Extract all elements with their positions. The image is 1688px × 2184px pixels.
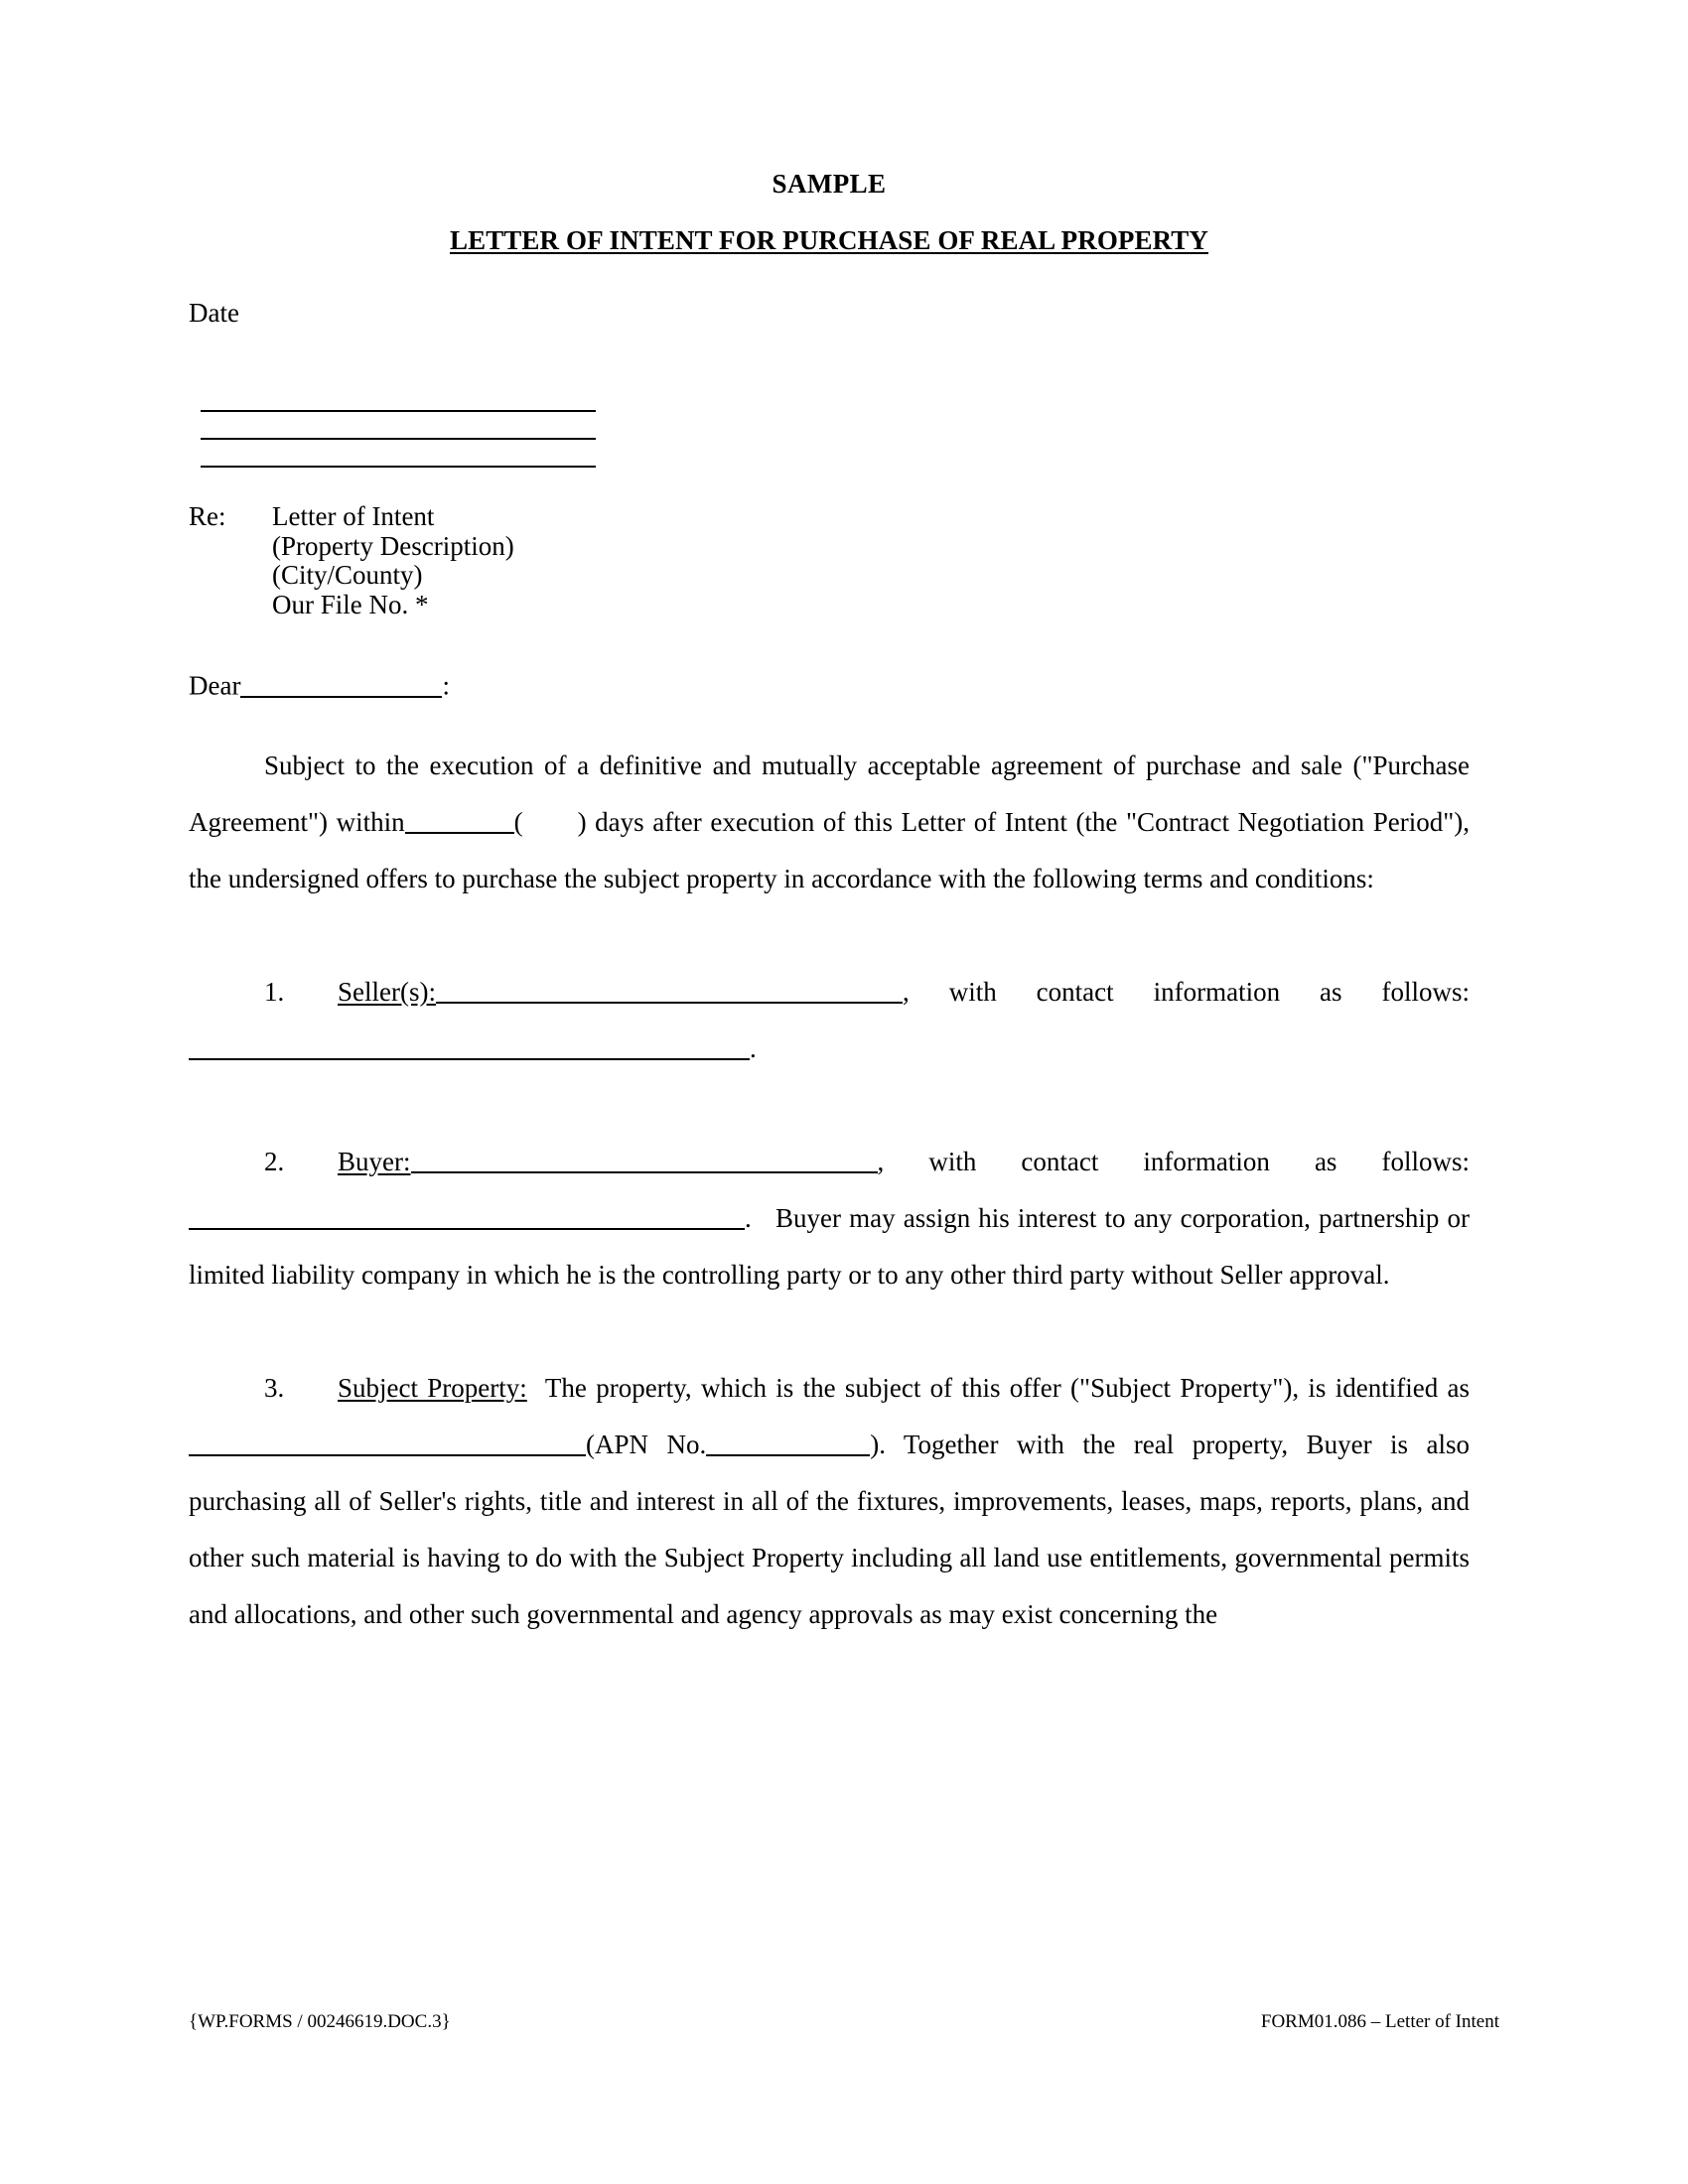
item-2-continuation: Buyer may assign his interest to any corporation, partnership or limited liability company in which he is the controlling party or to any other third party without Seller approval. <box>189 1202 1471 1290</box>
item-2-trailing: . <box>745 1202 752 1233</box>
item-2-buyer-name-blank[interactable] <box>411 1144 878 1173</box>
negotiation-days-blank[interactable] <box>405 804 514 834</box>
date-label: Date <box>189 298 239 328</box>
page-footer <box>189 2011 1499 2033</box>
item-2-after-blank: , with contact information as follows: <box>877 1146 1470 1176</box>
item-1-number: 1. <box>264 976 285 1007</box>
spacer-before-item-1 <box>189 907 1470 964</box>
address-block <box>201 410 1470 468</box>
address-line-3[interactable] <box>201 466 596 468</box>
sample-label: SAMPLE <box>772 169 887 199</box>
item-1-trailing: . <box>750 1032 757 1063</box>
item-1-seller-name-blank[interactable] <box>436 974 903 1004</box>
item-2-number: 2. <box>264 1146 285 1176</box>
salutation-greeting: Dear <box>189 670 241 701</box>
salutation-line <box>189 668 1470 700</box>
intro-paragraph <box>189 738 1470 907</box>
re-row <box>189 503 1470 620</box>
address-line-1[interactable] <box>201 410 596 412</box>
re-line-subject: Letter of Intent <box>272 501 435 531</box>
item-3-lead: The property, which is the subject of this offer ("Subject Property"), is identified as <box>544 1372 1470 1403</box>
re-line-property-description: (Property Description) <box>272 530 514 561</box>
intro-part-2: ( <box>513 806 523 837</box>
spacer-before-item-2 <box>189 1077 1470 1134</box>
intro-part-1: Subject to the execution of a definitive and mutually acceptable agreement of purchase and sale ("Purchase Agreement") within <box>189 750 1470 837</box>
item-3-apn-close: ). <box>870 1429 886 1459</box>
spacer-before-item-3 <box>189 1303 1470 1360</box>
document-content <box>189 0 1470 1643</box>
item-3-heading: Subject Property: <box>338 1372 527 1403</box>
re-line-file-no: Our File No. * <box>272 589 429 619</box>
page-title <box>189 227 1470 254</box>
item-3-apn-label: (APN No. <box>586 1429 707 1459</box>
salutation-name-blank[interactable] <box>240 668 442 698</box>
item-2-buyer <box>189 1134 1470 1303</box>
item-2-contact-blank[interactable] <box>189 1200 745 1230</box>
re-values <box>272 503 514 620</box>
item-1-contact-blank[interactable] <box>189 1030 750 1060</box>
item-1-heading: Seller(s): <box>338 976 436 1007</box>
footer-form-reference: FORM01.086 – Letter of Intent <box>1260 2011 1499 2032</box>
item-3-property-id-blank[interactable] <box>189 1427 586 1456</box>
item-1-after-blank: , with contact information as follows: <box>902 976 1470 1007</box>
re-block <box>189 503 1470 620</box>
item-3-number: 3. <box>264 1372 285 1403</box>
salutation-colon: : <box>442 670 450 701</box>
item-3-subject-property <box>189 1360 1470 1643</box>
item-2-heading: Buyer: <box>338 1146 411 1176</box>
item-3-continuation: Together with the real property, Buyer is also purchasing all of Seller's rights, title and interest in all of the fixtures, improvements, leases, maps, reports, plans, and other such material is having to do with the Subject Property including all land use entitlements, governmental permits and allocations, and other such governmental and agency approvals as may exist concerning the <box>189 1429 1470 1629</box>
item-1-seller <box>189 964 1470 1077</box>
re-line-city-county: (City/County) <box>272 560 423 591</box>
item-3-apn-blank[interactable] <box>706 1427 870 1456</box>
intro-part-3: ) days after execution of this Letter of Intent (the "Contract Negotiation Period"), the undersigned offers to purchase the subject property in accordance with the following terms and conditions: <box>189 806 1470 893</box>
page-title-text: LETTER OF INTENT FOR PURCHASE OF REAL PROPERTY <box>449 225 1208 255</box>
re-label: Re: <box>189 501 226 531</box>
footer-document-id: {WP.FORMS / 00246619.DOC.3} <box>189 2011 451 2032</box>
address-line-2[interactable] <box>201 438 596 440</box>
